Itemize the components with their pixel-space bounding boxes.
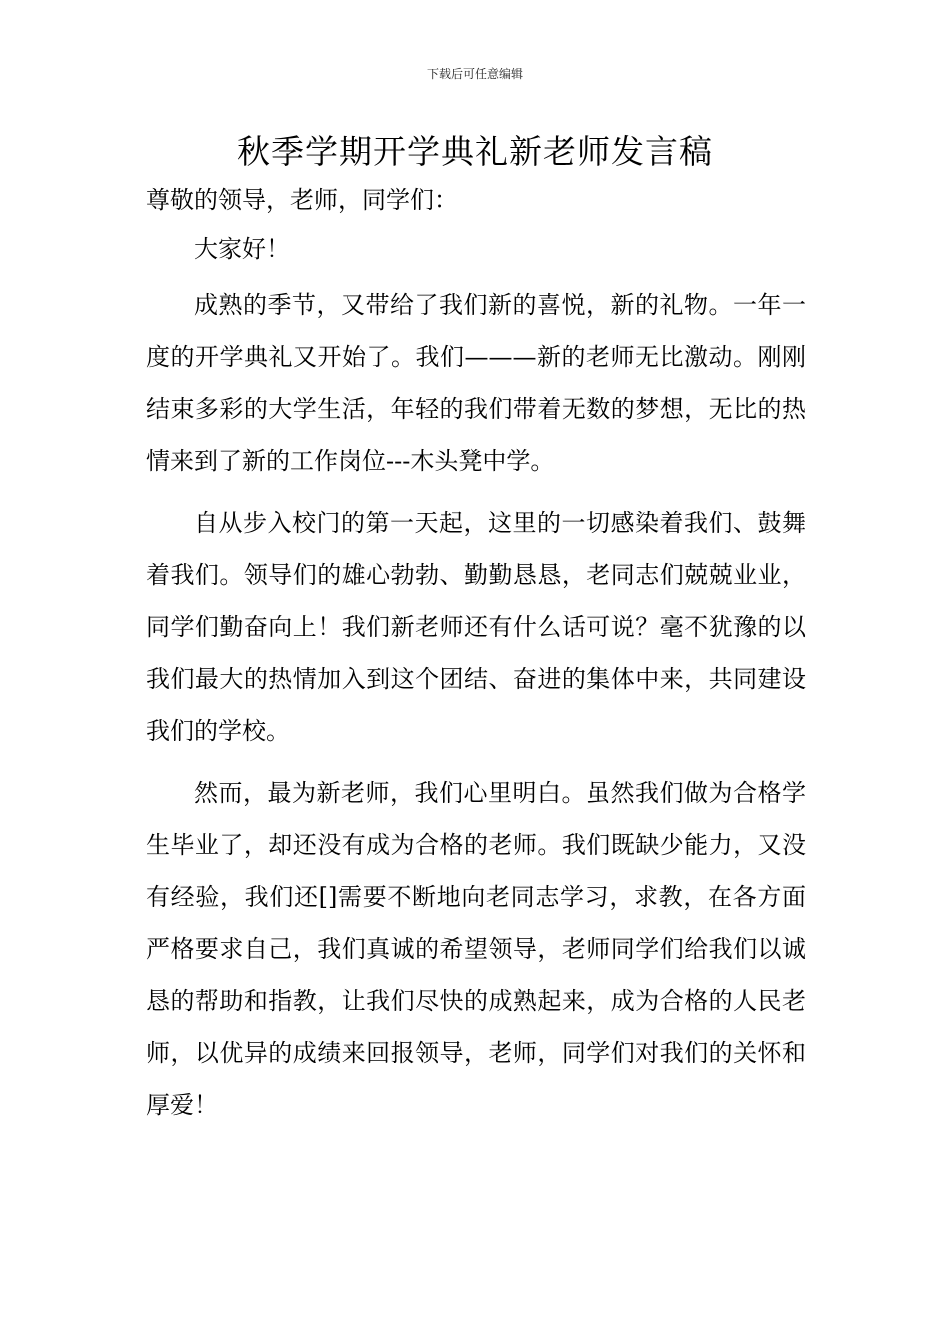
salutation: 尊敬的领导，老师，同学们： [146,186,458,214]
greeting: 大家好！ [194,235,290,263]
page-title: 秋季学期开学典礼新老师发言稿 [237,132,713,171]
header-note: 下载后可任意编辑 [426,67,523,81]
paragraph: 然而，最为新老师，我们心里明白。虽然我们做为合格学生毕业了，却还没有成为合格的老师。我们既缺少能力，又没有经验，我们还[]需要不断地向老同志学习，求教，在各方面严格要求自己，我们真诚的希望领导，老师同学们给我们以诚恳的帮助和指教，让我们尽快的成熟起来，成为合格的人民老师，以优异的成绩来回报领导，老师，同学们对我们的关怀和厚爱！ [146,779,806,1119]
paragraph: 自从步入校门的第一天起，这里的一切感染着我们、鼓舞着我们。领导们的雄心勃勃、勤勤恳恳，老同志们兢兢业业，同学们勤奋向上！我们新老师还有什么话可说？毫不犹豫的以我们最大的热情加入到这个团结、奋进的集体中来，共同建设我们的学校。 [146,509,806,745]
document-body [146,181,806,1141]
paragraph: 成熟的季节，又带给了我们新的喜悦，新的礼物。一年一度的开学典礼又开始了。我们———新的老师无比激动。刚刚结束多彩的大学生活，年轻的我们带着无数的梦想，无比的热情来到了新的工作岗位---木头凳中学。 [146,291,806,475]
